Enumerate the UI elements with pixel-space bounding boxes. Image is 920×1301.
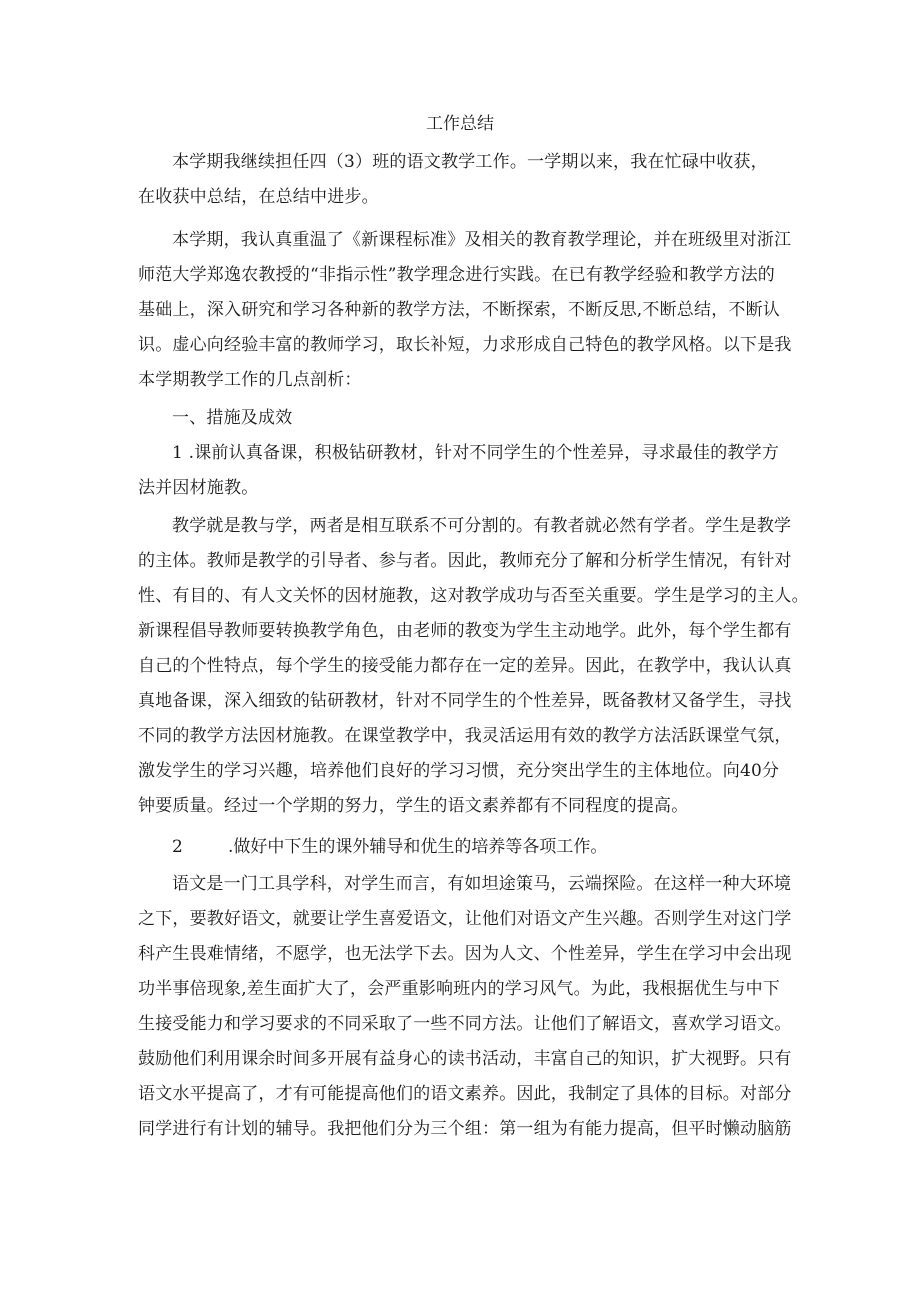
paragraph-line: 不同的教学方法因材施教。在课堂教学中，我灵活运用有效的教学方法活跃课堂气氛， — [138, 726, 792, 746]
paragraph-line: 本学期教学工作的几点剖析： — [138, 370, 362, 390]
paragraph-line: 本学期，我认真重温了《新课程标准》及相关的教育教学理论，并在班级里对浙江 — [172, 230, 792, 250]
item-heading: 1 .课前认真备课，积极钻研教材，针对不同学生的个性差异，寻求最佳的教学方 — [172, 443, 780, 463]
paragraph-line: 基础上，深入研究和学习各种新的教学方法，不断探索，不断反思,不断总结，不断认 — [138, 300, 781, 320]
paragraph-line: 自己的个性特点，每个学生的接受能力都存在一定的差异。因此，在教学中，我认认真 — [138, 656, 792, 676]
paragraph-line: 鼓励他们利用课余时间多开展有益身心的读书活动，丰富自己的知识，扩大视野。只有 — [138, 1049, 792, 1069]
item-number: 2 — [172, 837, 183, 857]
paragraph-line: 的主体。教师是教学的引导者、参与者。因此，教师充分了解和分析学生情况，有针对 — [138, 551, 792, 571]
paragraph-line: 语文是一门工具学科，对学生而言，有如坦途策马，云端探险。在这样一种大环境 — [172, 874, 792, 894]
paragraph-line: 真地备课，深入细致的钻研教材，针对不同学生的个性差异，既备教材又备学生，寻找 — [138, 691, 792, 711]
paragraph-line: 性、有目的、有人文关怀的因材施教，这对教学成功与否至关重要。学生是学习的主人。 — [138, 586, 809, 606]
section-heading: 一、措施及成效 — [172, 408, 293, 428]
document-title: 工作总结 — [426, 114, 494, 134]
paragraph-line: 新课程倡导教师要转换教学角色，由老师的教变为学生主动地学。此外，每个学生都有 — [138, 621, 792, 641]
item-heading: .做好中下生的课外辅导和优生的培养等各项工作。 — [228, 837, 608, 857]
paragraph-line: 科产生畏难情绪，不愿学，也无法学下去。因为人文、个性差异，学生在学习中会出现 — [138, 944, 792, 964]
paragraph-line: 在收获中总结，在总结中进步。 — [138, 187, 379, 207]
paragraph-line: 激发学生的学习兴趣，培养他们良好的学习习惯，充分突出学生的主体地位。向40分 — [138, 761, 780, 781]
paragraph-line: 功半事倍现象,差生面扩大了，会严重影响班内的学习风气。为此，我根据优生与中下 — [138, 979, 781, 999]
paragraph-line: 钟要质量。经过一个学期的努力，学生的语文素养都有不同程度的提高。 — [138, 796, 689, 816]
item-heading-line: 法并因材施教。 — [138, 478, 259, 498]
paragraph-line: 语文水平提高了，才有可能提高他们的语文素养。因此，我制定了具体的目标。对部分 — [138, 1084, 792, 1104]
paragraph-line: 同学进行有计划的辅导。我把他们分为三个组：第一组为有能力提高，但平时懒动脑筋 — [138, 1119, 792, 1139]
paragraph-line: 识。虚心向经验丰富的教师学习，取长补短，力求形成自己特色的教学风格。以下是我 — [138, 335, 792, 355]
paragraph-line: 本学期我继续担任四（3）班的语文教学工作。一学期以来，我在忙碌中收获， — [172, 152, 768, 172]
paragraph-line: 师范大学郑逸农教授的“非指示性”教学理念进行实践。在已有教学经验和教学方法的 — [138, 265, 775, 285]
paragraph-line: 教学就是教与学，两者是相互联系不可分割的。有教者就必然有学者。学生是教学 — [172, 516, 792, 536]
paragraph-line: 之下，要教好语文，就要让学生喜爱语文，让他们对语文产生兴趣。否则学生对这门学 — [138, 909, 792, 929]
paragraph-line: 生接受能力和学习要求的不同采取了一些不同方法。让他们了解语文，喜欢学习语文。 — [138, 1014, 792, 1034]
